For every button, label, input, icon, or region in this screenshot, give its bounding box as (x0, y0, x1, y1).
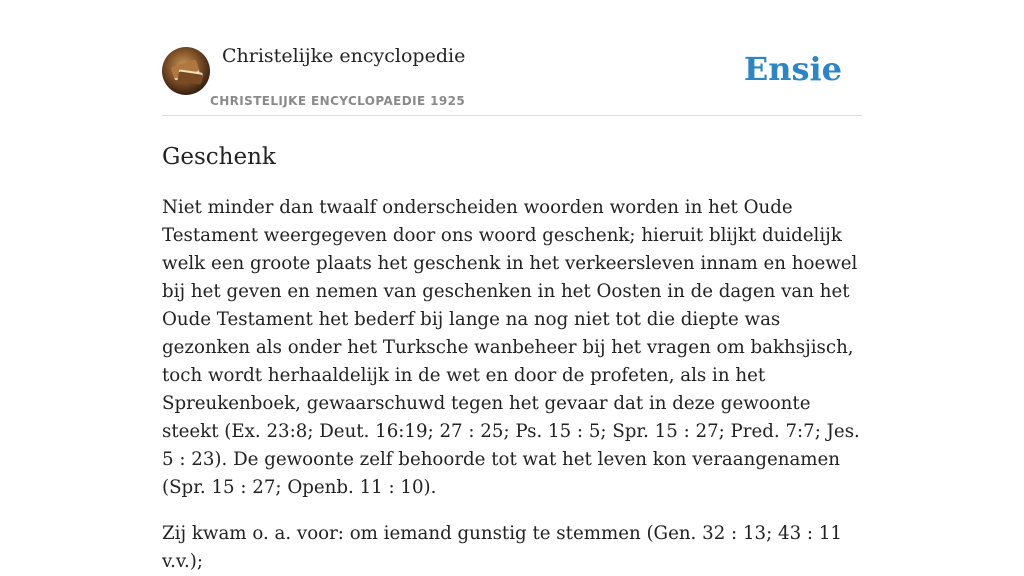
article-paragraph: Zij kwam o. a. voor: om iemand gunstig te stemmen (Gen. 32 : 13; 43 : 11 v.v.); (162, 523, 842, 572)
brand-logo-link[interactable]: Ensie (743, 50, 842, 88)
books-avatar-icon[interactable] (162, 47, 210, 95)
content-container (162, 0, 862, 576)
article (162, 142, 862, 576)
book-shape (177, 71, 202, 84)
site-header (162, 0, 862, 116)
site-subtitle[interactable]: CHRISTELIJKE ENCYCLOPAEDIE 1925 (210, 94, 466, 108)
site-title[interactable]: Christelijke encyclopedie (222, 45, 466, 67)
article-paragraph: Niet minder dan twaalf onderscheiden woorden worden in het Oude Testament weergegeven door ons woord geschenk; hieruit blijkt duidelijk welk een groote plaats het geschenk in het verkeersleven innam en hoewel bij het geven en nemen van geschenken in het Oosten in de dagen van het Oude Testament het bederf bij lange na nog niet tot die diepte was gezonken als onder het Turksche wanbeheer bij het vragen om bakhsjisch, toch wordt herhaaldelijk in de wet en door de profeten, als in het Spreukenboek, gewaarschuwd tegen het gevaar dat in deze gewoonte steekt (Ex. 23:8; Deut. 16:19; 27 : 25; Ps. 15 : 5; Spr. 15 : 27; Pred. 7:7; Jes. 5 : 23). De gewoonte zelf behoorde tot wat het leven kon veraangenamen (Spr. 15 : 27; Openb. 11 : 10). (162, 197, 860, 498)
article-title: Geschenk (162, 144, 276, 170)
